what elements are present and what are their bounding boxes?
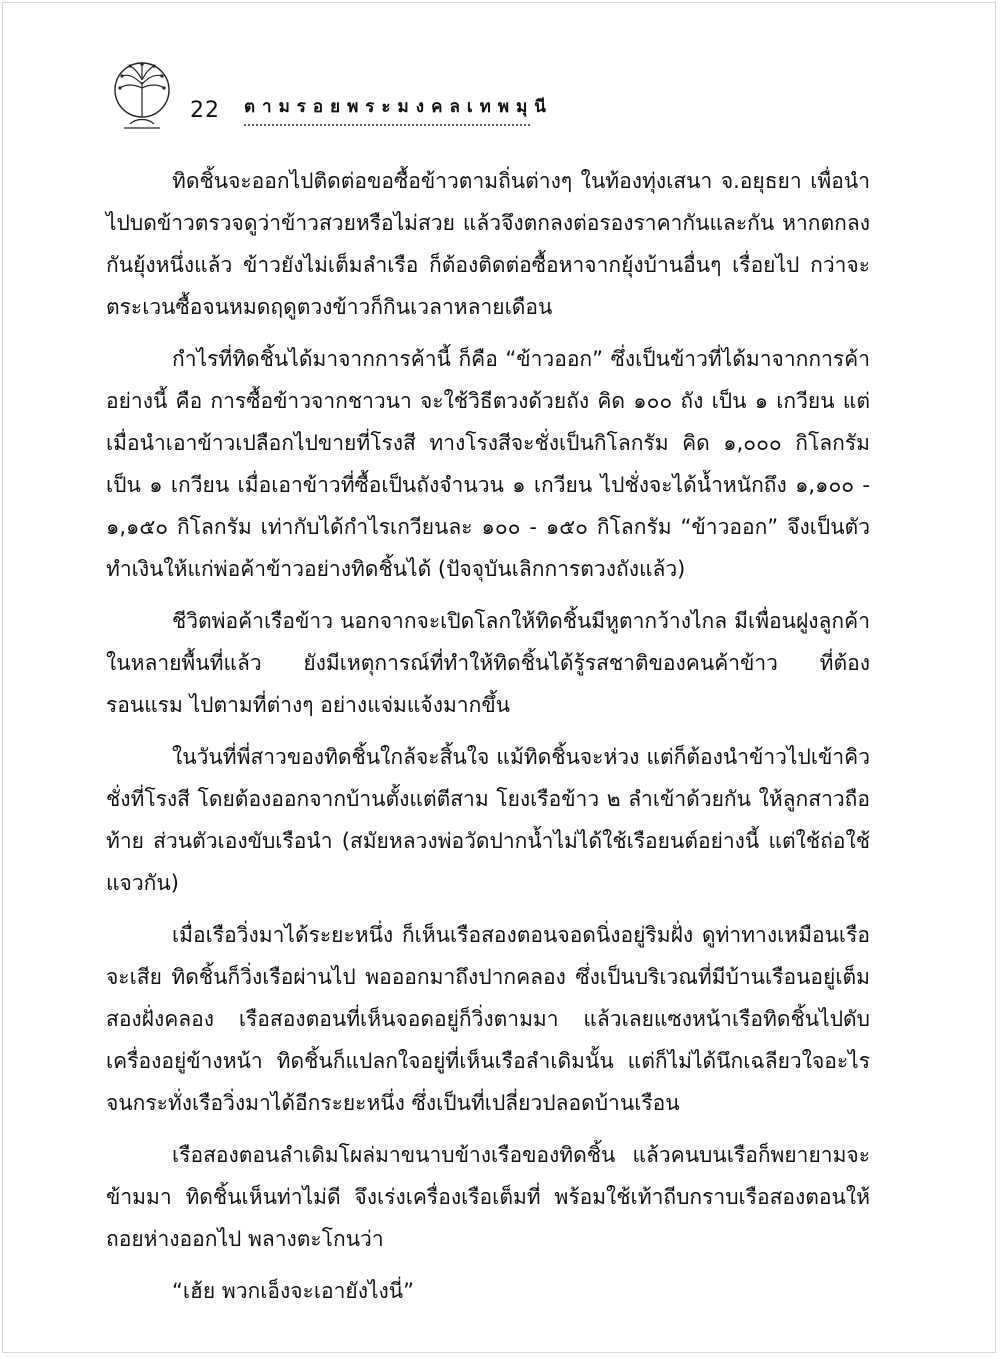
running-title: ตามรอยพระมงคลเทพมุนี <box>244 97 553 117</box>
body-text <box>106 160 870 1312</box>
paragraph-2: กำไรที่ทิดชิ้นได้มาจากการค้านี้ ก็คือ “ข้าวออก” ซึ่งเป็นข้าวที่ได้มาจากการค้าอย่างนี้ คือ การซื้อข้าวจากชาวนา จะใช้วิธีตวงด้วยถัง คิด ๑๐๐ ถัง เป็น ๑ เกวียน แต่เมื่อนำเอาข้าวเปลือกไปขายที่โรงสี ทางโรงสีจะชั่งเป็นกิโลกรัม คิด ๑,๐๐๐ กิโลกรัม เป็น ๑ เกวียน เมื่อเอาข้าวที่ซื้อเป็นถังจำนวน ๑ เกวียน ไปชั่งจะได้น้ำหนักถึง ๑,๑๐๐ - ๑,๑๕๐ กิโลกรัม เท่ากับได้กำไรเกวียนละ ๑๐๐ - ๑๕๐ กิโลกรัม “ข้าวออก” จึงเป็นตัวทำเงินให้แก่พ่อค้าข้าวอย่างทิดชิ้นได้ (ปัจจุบันเลิกการตวงถังแล้ว) <box>106 347 870 581</box>
title-dotted-underline <box>244 120 530 126</box>
lotus-tree-emblem-icon <box>104 56 182 134</box>
paragraph-7-quote: “เฮ้ย พวกเอ็งจะเอายังไงนี่” <box>172 1279 415 1303</box>
paragraph-1: ทิดชิ้นจะออกไปติดต่อขอซื้อข้าวตามถิ่นต่างๆ ในท้องทุ่งเสนา จ.อยุธยา เพื่อนำไปบดข้าวตรวจดูว่าข้าวสวยหรือไม่สวย แล้วจึงตกลงต่อรองราคากันและกัน หากตกลงกันยุ้งหนึ่งแล้ว ข้าวยังไม่เต็มลำเรือ ก็ต้องติดต่อซื้อหาจากยุ้งบ้านอื่นๆ เรื่อยไป กว่าจะตระเวนซื้อจนหมดฤดูตวงข้าวก็กินเวลาหลายเดือน <box>106 169 870 319</box>
paragraph-6: เรือสองตอนลำเดิมโผล่มาขนาบข้างเรือของทิดชิ้น แล้วคนบนเรือก็พยายามจะข้ามมา ทิดชิ้นเห็นท่าไม่ดี จึงเร่งเครื่องเรือเต็มที่ พร้อมใช้เท้าถีบกราบเรือสองตอนให้ถอยห่างออกไป พลางตะโกนว่า <box>106 1143 870 1251</box>
paragraph-4: ในวันที่พี่สาวของทิดชิ้นใกล้จะสิ้นใจ แม้ทิดชิ้นจะห่วง แต่ก็ต้องนำข้าวไปเข้าคิวชั่งที่โรงสี โดยต้องออกจากบ้านตั้งแต่ตีสาม โยงเรือข้าว ๒ ลำเข้าด้วยกัน ให้ลูกสาวถือท้าย ส่วนตัวเองขับเรือนำ (สมัยหลวงพ่อวัดปากน้ำไม่ได้ใช้เรือยนต์อย่างนี้ แต่ใช้ถ่อใช้แจวกัน) <box>106 745 870 895</box>
paragraph-5: เมื่อเรือวิ่งมาได้ระยะหนึ่ง ก็เห็นเรือสองตอนจอดนิ่งอยู่ริมฝั่ง ดูท่าทางเหมือนเรือจะเสีย ทิดชิ้นก็วิ่งเรือผ่านไป พอออกมาถึงปากคลอง ซึ่งเป็นบริเวณที่มีบ้านเรือนอยู่เต็มสองฝั่งคลอง เรือสองตอนที่เห็นจอดอยู่ก็วิ่งตามมา แล้วเลยแซงหน้าเรือทิดชิ้นไปดับเครื่องอยู่ข้างหน้า ทิดชิ้นก็แปลกใจอยู่ที่เห็นเรือลำเดิมนั้น แต่ก็ไม่ได้นึกเฉลียวใจอะไร จนกระทั่งเรือวิ่งมาได้อีกระยะหนึ่ง ซึ่งเป็นที่เปลี่ยวปลอดบ้านเรือน <box>106 923 870 1115</box>
paragraph-3: ชีวิตพ่อค้าเรือข้าว นอกจากจะเปิดโลกให้ทิดชิ้นมีหูตากว้างไกล มีเพื่อนฝูงลูกค้าในหลายพื้นที่แล้ว ยังมีเหตุการณ์ที่ทำให้ทิดชิ้นได้รู้รสชาติของคนค้าข้าว ที่ต้องรอนแรม ไปตามที่ต่างๆ อย่างแจ่มแจ้งมากขึ้น <box>106 609 870 717</box>
page-number: 22 <box>190 98 220 123</box>
